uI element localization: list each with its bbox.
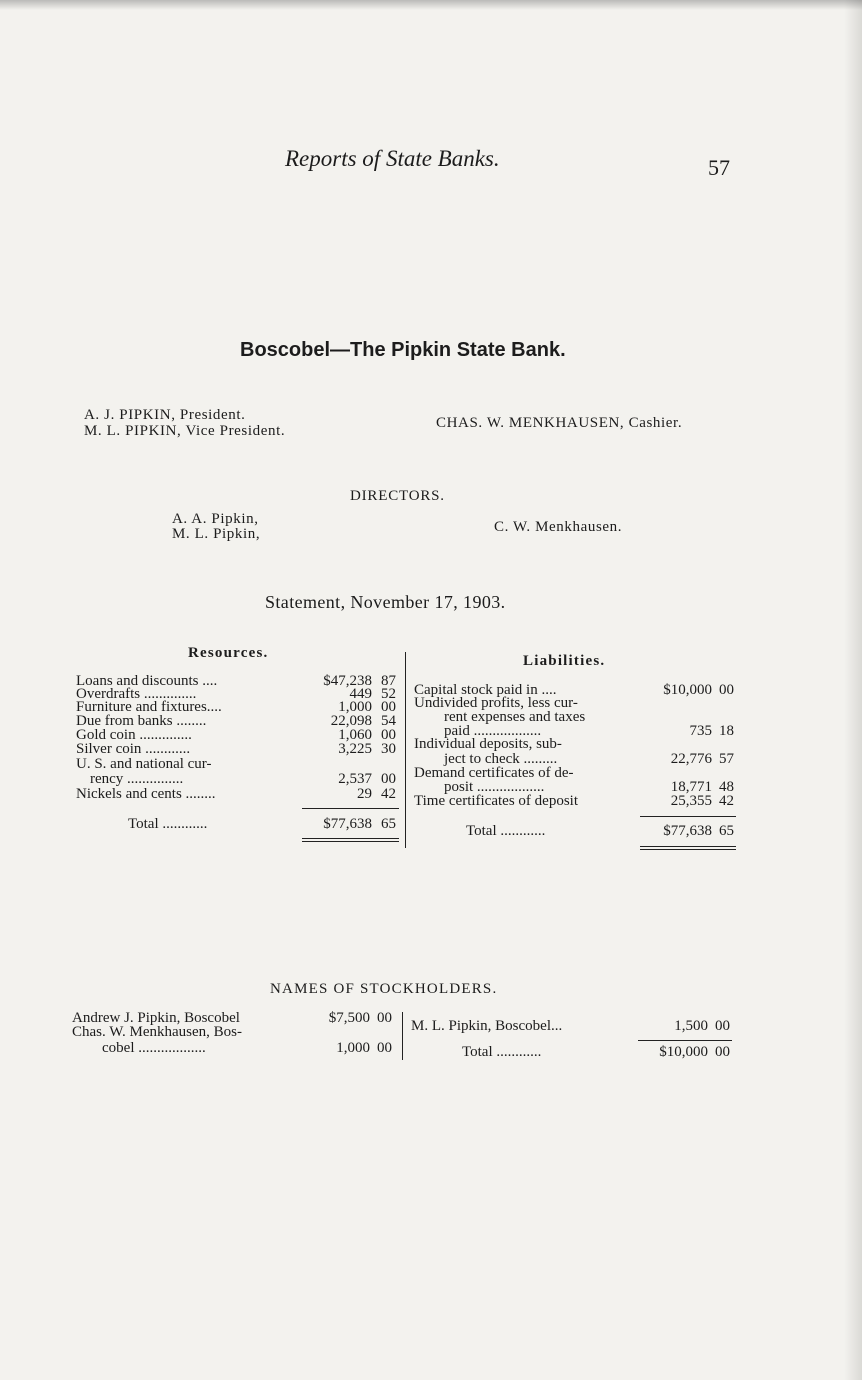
liability-cents: 00 [719, 682, 734, 698]
resource-cents: 42 [381, 786, 396, 802]
stockholder-total-dollars: $10,000 [659, 1044, 708, 1060]
column-divider [405, 652, 406, 848]
liability-dollars: 735 [689, 723, 712, 739]
resource-cents: 00 [381, 727, 396, 743]
resource-cents: 30 [381, 741, 396, 757]
stockholder-label: cobel .................. [102, 1040, 206, 1056]
resource-dollars: $47,238 [323, 673, 372, 689]
liability-label: Demand certificates of de- [414, 765, 574, 781]
resource-dollars: 2,537 [338, 771, 372, 787]
liability-label: Capital stock paid in .... [414, 682, 557, 698]
page-number: 57 [708, 155, 730, 180]
running-title: Reports of State Banks. [285, 146, 500, 171]
resource-cents: 52 [381, 686, 396, 702]
stockholder-dollars: 1,500 [674, 1018, 708, 1034]
liability-dollars: 18,771 [670, 779, 712, 795]
officer-president: A. J. PIPKIN, President. [84, 407, 246, 423]
liability-label: Individual deposits, sub- [414, 736, 562, 752]
liability-cents: 48 [719, 779, 734, 795]
stockholder-cents: 00 [377, 1040, 392, 1056]
resource-dollars: 3,225 [338, 741, 372, 757]
subtotal-rule [640, 816, 736, 817]
liability-label: rent expenses and taxes [444, 709, 586, 725]
liability-dollars: 22,776 [670, 751, 712, 767]
director-name: M. L. Pipkin, [172, 526, 261, 542]
resource-label: Due from banks ........ [76, 713, 207, 729]
resource-dollars: 449 [349, 686, 372, 702]
liability-label: Undivided profits, less cur- [414, 695, 578, 711]
subtotal-rule [302, 808, 399, 809]
scan-edge-top [0, 0, 862, 10]
resource-cents: 00 [381, 699, 396, 715]
stockholders-divider [402, 1012, 403, 1060]
resource-dollars: 1,060 [338, 727, 372, 743]
officer-cashier: CHAS. W. MENKHAUSEN, Cashier. [436, 415, 683, 431]
liability-total-dollars: $77,638 [663, 823, 712, 839]
total-rule [302, 841, 399, 842]
stockholder-cents: 00 [377, 1010, 392, 1026]
director-name: C. W. Menkhausen. [494, 519, 623, 535]
stockholders-heading: NAMES OF STOCKHOLDERS. [270, 981, 498, 997]
liability-label: ject to check ......... [444, 751, 558, 767]
total-rule [640, 846, 736, 847]
resource-total-dollars: $77,638 [323, 816, 372, 832]
resource-cents: 87 [381, 673, 396, 689]
resource-total-cents: 65 [381, 816, 396, 832]
liability-label: posit .................. [444, 779, 545, 795]
resource-label: Silver coin ............ [76, 741, 191, 757]
resource-label: Gold coin .............. [76, 727, 192, 743]
resource-label: Furniture and fixtures.... [76, 699, 222, 715]
liability-cents: 18 [719, 723, 734, 739]
stockholder-label: M. L. Pipkin, Boscobel... [411, 1018, 563, 1034]
stockholder-label: Chas. W. Menkhausen, Bos- [72, 1024, 242, 1040]
stockholder-total-cents: 00 [715, 1044, 730, 1060]
stockholder-dollars: 1,000 [336, 1040, 370, 1056]
resource-cents: 00 [381, 771, 396, 787]
directors-heading: DIRECTORS. [350, 488, 445, 504]
stockholder-cents: 00 [715, 1018, 730, 1034]
scan-edge-right [844, 0, 862, 1380]
stockholder-label: Andrew J. Pipkin, Boscobel [72, 1010, 240, 1026]
liability-cents: 42 [719, 793, 734, 809]
resource-label: Overdrafts .............. [76, 686, 197, 702]
officer-vice-president: M. L. PIPKIN, Vice President. [84, 423, 286, 439]
liability-label: Time certificates of deposit [414, 793, 578, 809]
stockholder-total-label: Total ............ [462, 1044, 542, 1060]
liability-label: paid .................. [444, 723, 542, 739]
liability-dollars: $10,000 [663, 682, 712, 698]
resource-dollars: 1,000 [338, 699, 372, 715]
liability-total-cents: 65 [719, 823, 734, 839]
director-name: A. A. Pipkin, [172, 511, 259, 527]
resource-dollars: 22,098 [330, 713, 372, 729]
resource-dollars: 29 [357, 786, 372, 802]
resource-cents: 54 [381, 713, 396, 729]
resource-label: U. S. and national cur- [76, 756, 212, 772]
resources-heading: Resources. [188, 645, 269, 661]
resource-label: Loans and discounts .... [76, 673, 218, 689]
resource-label: rency ............... [90, 771, 184, 787]
liabilities-heading: Liabilities. [523, 653, 606, 669]
subtotal-rule [638, 1040, 732, 1041]
resource-total-label: Total ............ [128, 816, 208, 832]
total-rule [640, 849, 736, 850]
liability-dollars: 25,355 [670, 793, 712, 809]
liability-total-label: Total ............ [466, 823, 546, 839]
resource-label: Nickels and cents ........ [76, 786, 216, 802]
total-rule [302, 838, 399, 839]
bank-title: Boscobel—The Pipkin State Bank. [240, 339, 566, 361]
liability-cents: 57 [719, 751, 734, 767]
statement-title: Statement, November 17, 1903. [265, 592, 506, 612]
stockholder-dollars: $7,500 [328, 1010, 370, 1026]
